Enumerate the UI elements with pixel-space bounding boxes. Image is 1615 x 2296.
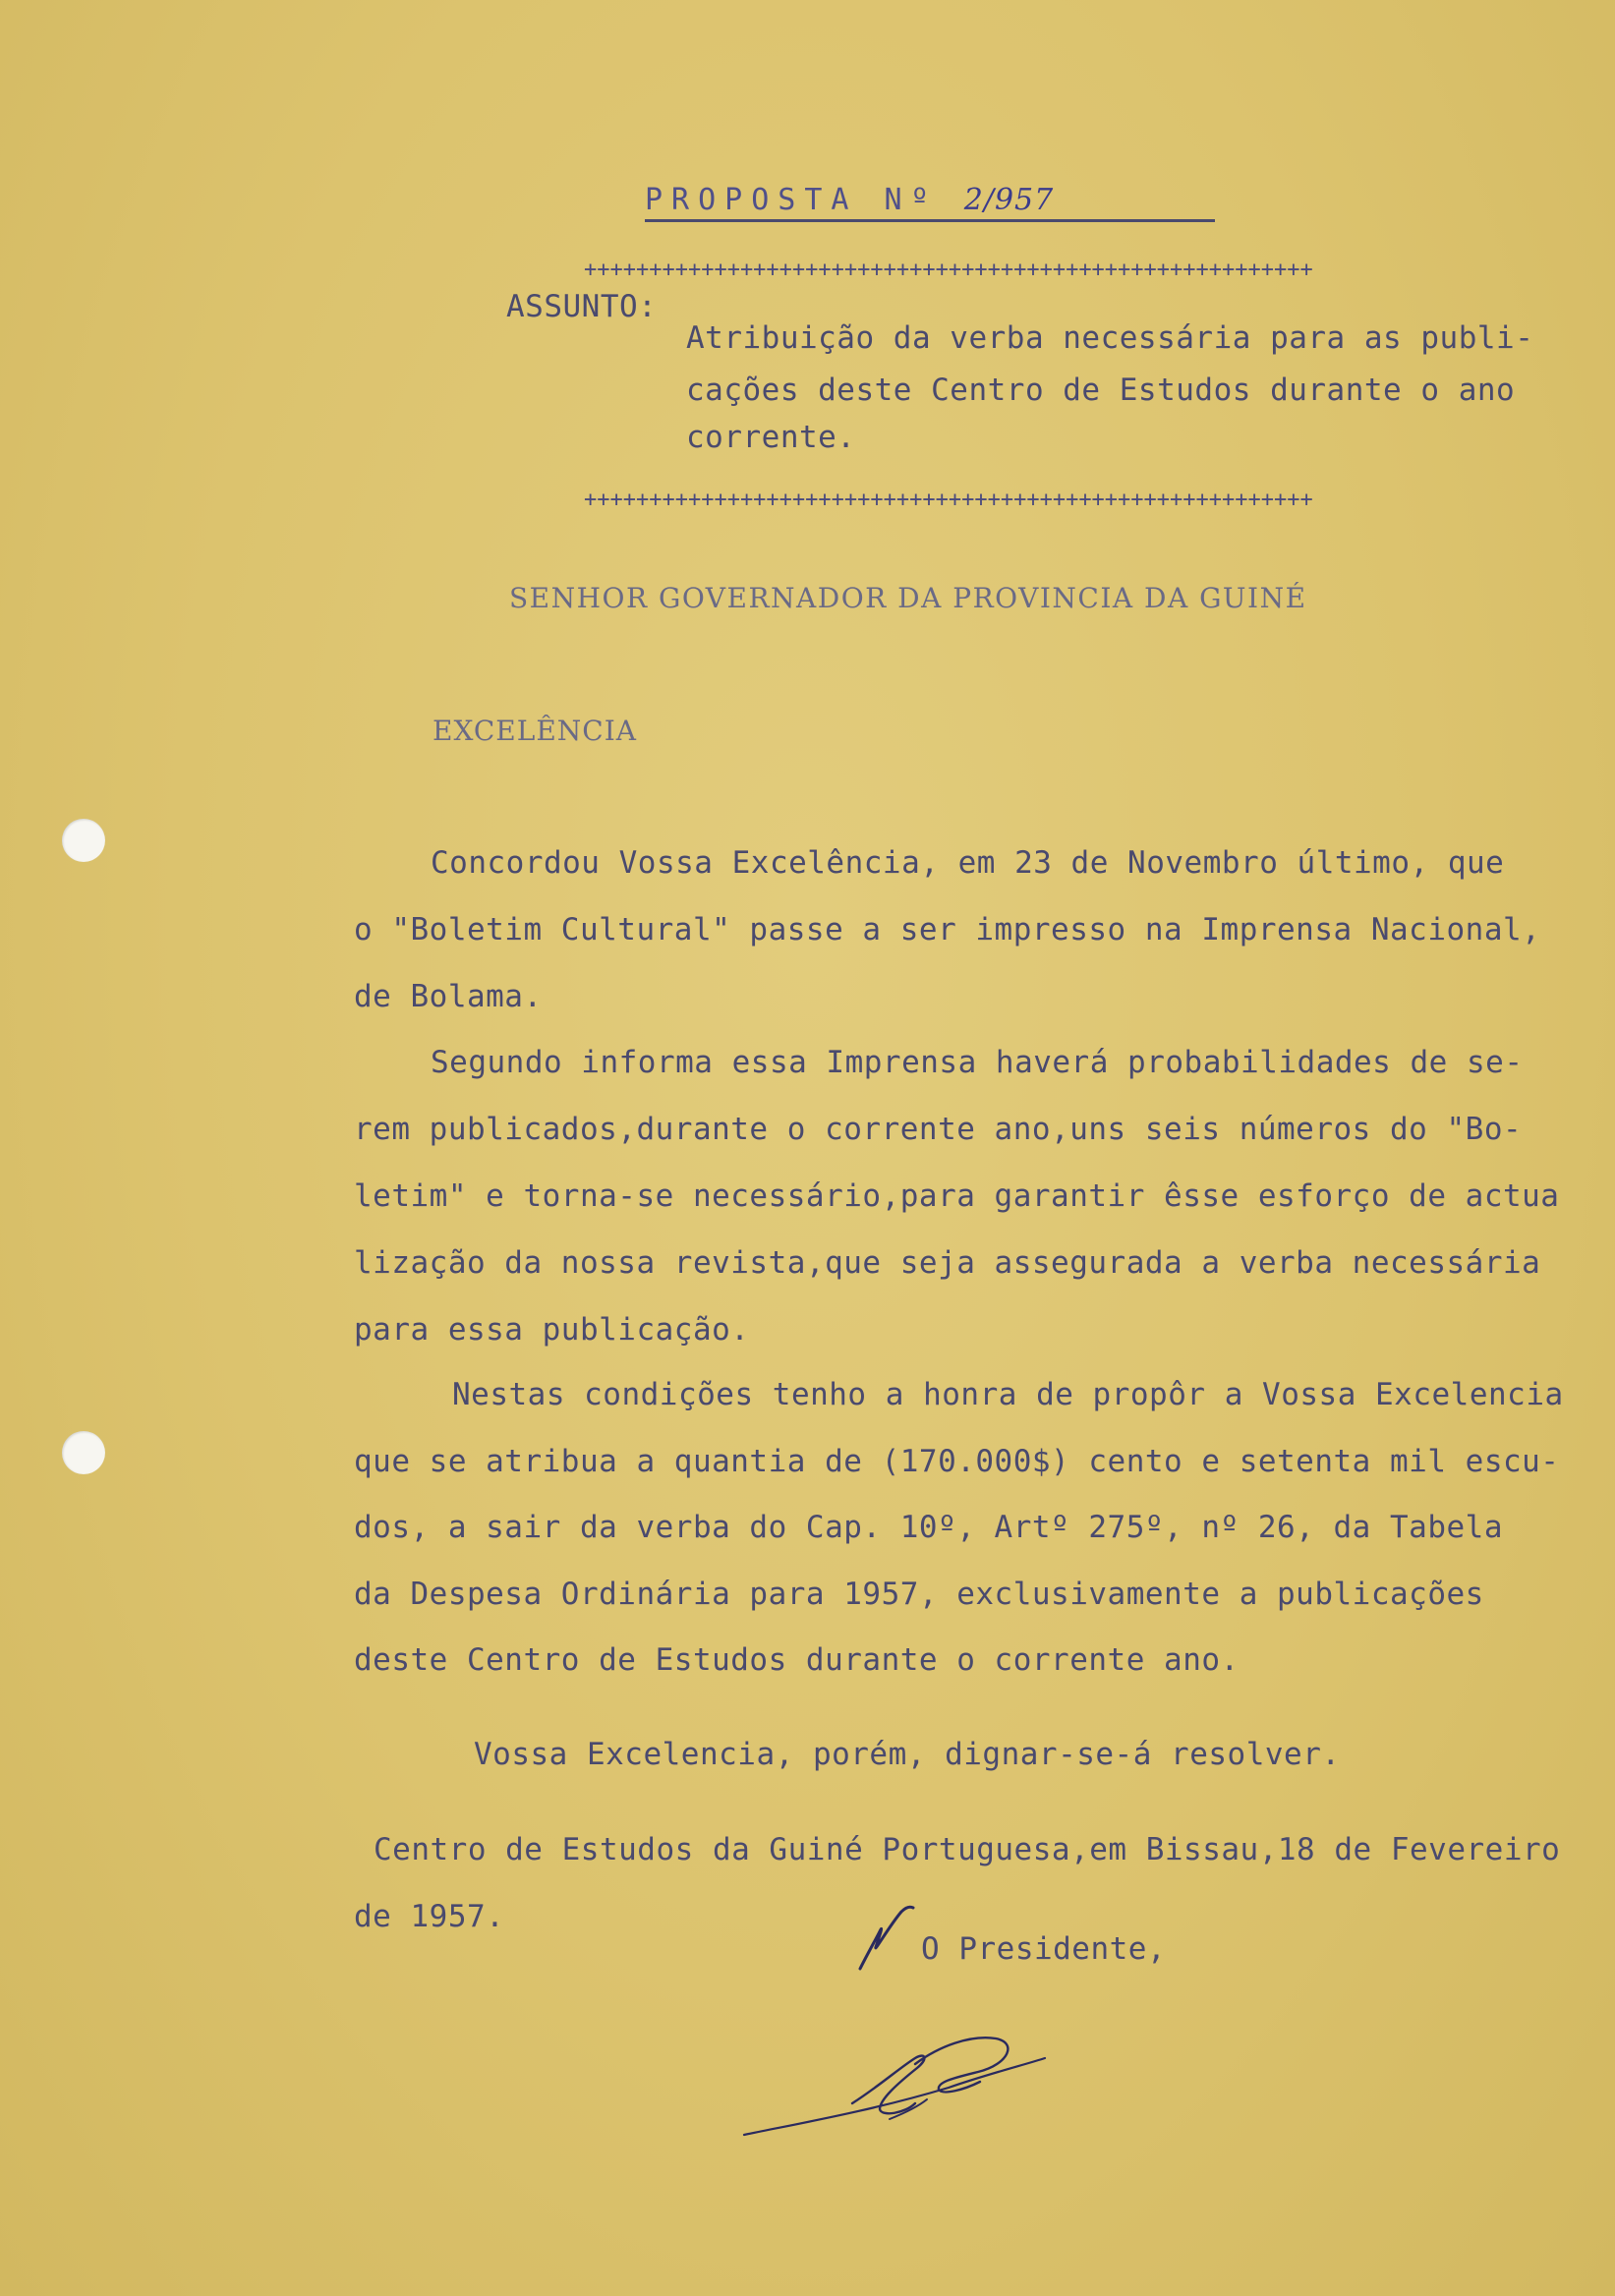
addressee: SENHOR GOVERNADOR DA PROVINCIA DA GUINÉ xyxy=(509,582,1307,614)
place-date-line-2: de 1957. xyxy=(354,1899,505,1934)
body-line-7: lização da nossa revista,que seja assegurada a verba necessária xyxy=(354,1245,1541,1281)
body-line-8: para essa publicação. xyxy=(354,1312,750,1348)
assunto-line-3: corrente. xyxy=(686,420,856,455)
body-line-5: rem publicados,durante o corrente ano,uns seis números do "Bo- xyxy=(354,1112,1523,1147)
signatory-title: O Presidente, xyxy=(921,1931,1167,1967)
body-line-1: Concordou Vossa Excelência, em 23 de Novembro último, que xyxy=(431,845,1505,881)
body-line-11: dos, a sair da verba do Cap. 10º, Artº 275º, nº 26, da Tabela xyxy=(354,1510,1503,1545)
body-line-6: letim" e torna-se necessário,para garantir êsse esforço de actua xyxy=(354,1178,1560,1214)
handwritten-signature xyxy=(732,2025,1057,2152)
body-line-10: que se atribua a quantia de (170.000$) cento e setenta mil escu- xyxy=(354,1444,1560,1479)
title-number: 2/957 xyxy=(963,183,1055,217)
punch-hole-top xyxy=(62,819,105,862)
proposal-title xyxy=(645,183,1215,222)
body-line-3: de Bolama. xyxy=(354,979,543,1014)
body-line-13: deste Centro de Estudos durante o corrente ano. xyxy=(354,1642,1240,1678)
title-prefix: PROPOSTA Nº xyxy=(645,183,964,217)
body-line-4: Segundo informa essa Imprensa haverá probabilidades de se- xyxy=(431,1045,1524,1080)
separator-bottom: ++++++++++++++++++++++++++++++++++++++++++++++++++++++++ xyxy=(584,488,1313,512)
closing-line: Vossa Excelencia, porém, dignar-se-á resolver. xyxy=(474,1737,1341,1772)
assunto-label: ASSUNTO: xyxy=(506,289,658,324)
body-line-9: Nestas condições tenho a honra de propôr a Vossa Excelencia xyxy=(452,1377,1564,1412)
body-line-2: o "Boletim Cultural" passe a ser impresso na Imprensa Nacional, xyxy=(354,912,1541,947)
assunto-line-1: Atribuição da verba necessária para as publi- xyxy=(686,320,1534,356)
salutation: EXCELÊNCIA xyxy=(433,715,637,747)
separator-top: ++++++++++++++++++++++++++++++++++++++++++++++++++++++++ xyxy=(584,258,1313,282)
punch-hole-bottom xyxy=(62,1431,105,1474)
body-line-12: da Despesa Ordinária para 1957, exclusivamente a publicações xyxy=(354,1577,1484,1612)
place-date-line-1: Centro de Estudos da Guiné Portuguesa,em Bissau,18 de Fevereiro xyxy=(374,1832,1561,1867)
handwritten-tick-mark xyxy=(840,1902,929,1980)
assunto-line-2: cações deste Centro de Estudos durante o ano xyxy=(686,373,1516,408)
